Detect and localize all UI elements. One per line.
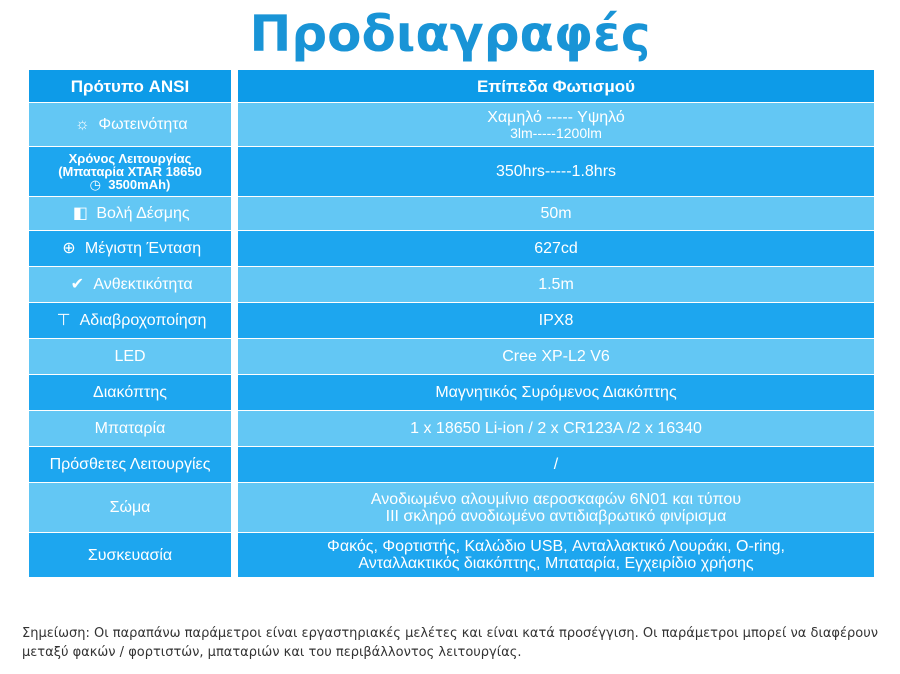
row-label-switch: Διακόπτης xyxy=(29,375,238,411)
header-levels: Επίπεδα Φωτισμού xyxy=(238,70,874,103)
clock-icon: ◷ xyxy=(89,177,101,192)
row-value-runtime: 350hrs-----1.8hrs xyxy=(238,147,874,197)
page-title: Προδιαγραφές xyxy=(249,5,651,63)
row-value-led: Cree XP-L2 V6 xyxy=(238,339,874,375)
spec-table xyxy=(29,70,874,608)
row-value-waterproof: IPX8 xyxy=(238,303,874,339)
row-label-body: Σώμα xyxy=(29,483,238,533)
row-value-switch: Μαγνητικός Συρόμενος Διακόπτης xyxy=(238,375,874,411)
row-label-intensity: ⊕ Μέγιστη Ένταση xyxy=(29,231,238,267)
row-value-package: Φακός, Φορτιστής, Καλώδιο USB, Ανταλλακτικό Λουράκι, O-ring, Ανταλλακτικός διακόπτης, Μπαταρία, Εγχειρίδιο χρήσης xyxy=(238,533,874,578)
row-value-impact: 1.5m xyxy=(238,267,874,303)
impact-icon: ✔ xyxy=(70,276,85,293)
row-label-led: LED xyxy=(29,339,238,375)
row-label-extra: Πρόσθετες Λειτουργίες xyxy=(29,447,238,483)
brightness-icon: ☼ xyxy=(75,116,90,133)
row-value-body: Ανοδιωμένο αλουμίνιο αεροσκαφών 6N01 και τύπου III σκληρό ανοδιωμένο αντιδιαβρωτικό φινίρισμα xyxy=(238,483,874,533)
row-label-beam: ◧ Βολή Δέσμης xyxy=(29,197,238,231)
row-value-intensity: 627cd xyxy=(238,231,874,267)
row-value-extra: / xyxy=(238,447,874,483)
row-label-impact: ✔ Ανθεκτικότητα xyxy=(29,267,238,303)
row-value-battery: 1 x 18650 Li-ion / 2 x CR123A /2 x 16340 xyxy=(238,411,874,447)
row-value-beam: 50m xyxy=(238,197,874,231)
row-label-package: Συσκευασία xyxy=(29,533,238,578)
row-label-brightness: ☼ Φωτεινότητα xyxy=(29,103,238,147)
row-label-runtime: Χρόνος Λειτουργίας (Μπαταρία XTAR 18650 ◷ 3500mAh) xyxy=(29,147,238,197)
beam-icon: ◧ xyxy=(72,205,88,222)
row-value-brightness: Χαμηλό ----- Υψηλό 3lm-----1200lm xyxy=(238,103,874,147)
row-label-waterproof: ⊤ Αδιαβροχοποίηση xyxy=(29,303,238,339)
footnote: Σημείωση: Οι παραπάνω παράμετροι είναι εργαστηριακές μελέτες και είναι κατά προσέγγιση. Οι παράμετροι μπορεί να διαφέρουν μεταξύ φακών / φορτιστών, μπαταριών και του περιβάλλοντος λειτουργίας. xyxy=(22,626,879,660)
row-label-battery: Μπαταρία xyxy=(29,411,238,447)
intensity-icon: ⊕ xyxy=(62,240,76,257)
header-ansi: Πρότυπο ANSI xyxy=(29,70,238,103)
waterproof-icon: ⊤ xyxy=(56,312,71,329)
